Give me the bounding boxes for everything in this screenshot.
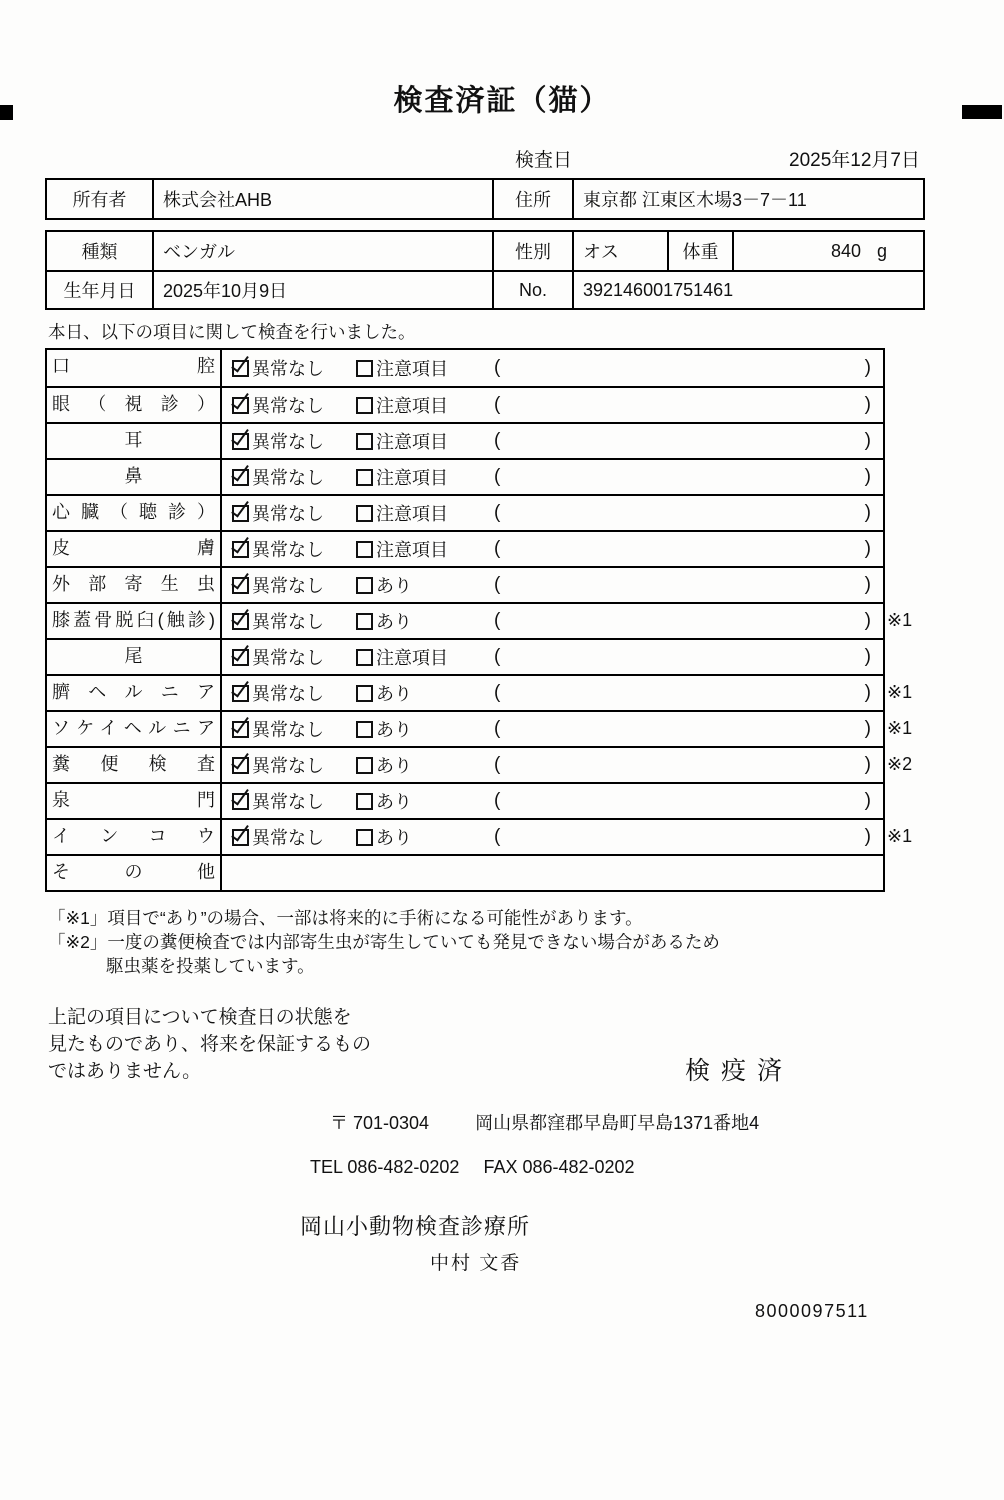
unchecked-checkbox-icon [356,397,373,414]
result-field [490,430,883,452]
checked-checkbox-icon [232,793,249,810]
unchecked-checkbox-icon [356,469,373,486]
no-label: No. [492,272,572,308]
ok-option [232,824,356,850]
ok-label: 異常なし [252,359,324,379]
quarantine-passed-stamp: 検疫済 [685,1057,794,1085]
checked-checkbox-icon [232,577,249,594]
alt-label: 注意項目 [376,468,448,488]
address-value: 東京都 江東区木場3－7－11 [572,180,923,218]
inspection-row-eyes [47,386,883,422]
breed-value: ベンガル [152,232,492,270]
alt-option [356,392,490,418]
inspection-item-label: 耳 [47,424,222,458]
alt-option [356,428,490,454]
alt-label: 注意項目 [376,396,448,416]
no-value: 392146001751461 [572,272,923,308]
disclaimer-line: 見たものであり、将来を保証するもの [48,1034,372,1055]
ok-option [232,464,356,490]
inspection-date-value: 2025年12月7日 [789,150,920,171]
weight-unit: g [876,240,887,261]
note-mark: ※1 [887,826,913,846]
ok-option [232,644,356,670]
unchecked-checkbox-icon [356,505,373,522]
ok-label: 異常なし [252,792,324,812]
inspection-item-label: その他 [47,856,222,890]
ok-label: 異常なし [252,540,324,560]
weight-label: 体重 [667,232,732,270]
checked-checkbox-icon [232,541,249,558]
inspection-row-patella [47,602,913,638]
paren-open: ( [494,394,501,415]
paren-close: ) [864,502,871,523]
note-mark: ※1 [887,682,913,702]
clinic-tel: TEL 086-482-0202 [310,1157,460,1177]
paren-open: ( [494,466,501,487]
inspection-row-fecal-exam [47,746,913,782]
ok-label: 異常なし [252,468,324,488]
alt-option [356,572,490,598]
ok-label: 異常なし [252,756,324,776]
alt-label: 注意項目 [376,504,448,524]
inspection-row-oral [47,350,883,386]
checked-checkbox-icon [232,505,249,522]
alt-label: あり [376,792,412,812]
alt-option [356,608,490,634]
inspection-item-label: 外部寄生虫 [47,568,222,602]
paren-open: ( [494,790,501,811]
paren-open: ( [494,718,501,739]
result-field [490,790,883,812]
alt-label: あり [376,720,412,740]
paren-close: ) [864,646,871,667]
inspection-item-label: 泉門 [47,784,222,818]
footnote-1: 「※1」項目で“あり”の場合、一部は将来的に手術になる可能性があります。 [48,908,643,928]
unchecked-checkbox-icon [356,721,373,738]
footnotes [48,906,1004,978]
disclaimer-line: 上記の項目について検査日の状態を [48,1007,352,1028]
alt-option [356,536,490,562]
result-field [490,754,883,776]
paren-open: ( [494,646,501,667]
sex-value: オス [572,232,667,270]
alt-option [356,644,490,670]
inspection-row-umbilical-hernia [47,674,913,710]
paren-open: ( [494,430,501,451]
ok-option [232,608,356,634]
alt-label: あり [376,828,412,848]
ok-label: 異常なし [252,432,324,452]
paren-open: ( [494,682,501,703]
unchecked-checkbox-icon [356,757,373,774]
paren-open: ( [494,574,501,595]
unchecked-checkbox-icon [356,360,373,377]
paren-open: ( [494,754,501,775]
clinic-address-line [330,1109,1004,1135]
alt-option [356,824,490,850]
weight-value: 840 [830,240,861,261]
paren-close: ) [864,394,871,415]
inspection-row-fontanelle [47,782,883,818]
unchecked-checkbox-icon [356,541,373,558]
disclaimer [48,1004,948,1085]
inspection-row-nose [47,458,883,494]
inspection-item-label: インコウ [47,820,222,854]
ok-option [232,788,356,814]
alt-label: 注意項目 [376,359,448,379]
paren-open: ( [494,538,501,559]
paren-close: ) [864,718,871,739]
clinic-fax: FAX 086-482-0202 [483,1157,635,1177]
address-label: 住所 [492,180,572,218]
inspection-row-other [47,854,883,890]
ok-option [232,752,356,778]
footnote-2-continued: 駆虫薬を投薬しています。 [106,956,315,976]
result-field [490,610,883,632]
disclaimer-line: ではありません。 [48,1061,202,1082]
unchecked-checkbox-icon [356,433,373,450]
ok-option [232,355,356,381]
ok-label: 異常なし [252,648,324,668]
alt-option [356,355,490,381]
inspection-row-ears [47,422,883,458]
ok-label: 異常なし [252,684,324,704]
inspection-row-cryptorchidism [47,818,913,854]
breed-label: 種類 [81,242,118,262]
note-mark: ※1 [887,610,913,630]
ok-option [232,680,356,706]
scan-registration-mark [0,105,13,120]
alt-option [356,500,490,526]
weight-value-cell [732,232,923,270]
paren-open: ( [494,610,501,631]
pet-table [45,230,925,310]
postal-code: 〒 701-0304 [330,1113,430,1133]
unchecked-checkbox-icon [356,793,373,810]
paren-close: ) [864,574,871,595]
ok-label: 異常なし [252,396,324,416]
footnote-2: 「※2」一度の糞便検査では内部寄生虫が寄生していても発見できない場合があるため [48,932,720,952]
page-title: 検査済証（猫） [393,85,611,117]
paren-open: ( [494,826,501,847]
checked-checkbox-icon [232,685,249,702]
unchecked-checkbox-icon [356,649,373,666]
checked-checkbox-icon [232,397,249,414]
paren-open: ( [494,502,501,523]
inspection-item-label: 心臓（聴診） [47,496,222,530]
result-field [490,826,883,848]
ok-label: 異常なし [252,720,324,740]
paren-close: ) [864,466,871,487]
alt-option [356,464,490,490]
note-mark: ※1 [887,718,913,738]
alt-option [356,680,490,706]
alt-label: あり [376,684,412,704]
inspection-intro: 本日、以下の項目に関して検査を行いました。 [48,322,416,342]
alt-label: あり [376,756,412,776]
inspection-row-external-parasites [47,566,883,602]
checked-checkbox-icon [232,829,249,846]
unchecked-checkbox-icon [356,577,373,594]
alt-label: あり [376,576,412,596]
inspection-row-skin [47,530,883,566]
inspection-row-heart [47,494,883,530]
clinic-address: 岡山県都窪郡早島町早島1371番地4 [475,1113,760,1133]
ok-label: 異常なし [252,504,324,524]
paren-close: ) [864,790,871,811]
result-field [490,502,883,524]
ok-option [232,392,356,418]
checked-checkbox-icon [232,433,249,450]
checked-checkbox-icon [232,613,249,630]
checked-checkbox-icon [232,721,249,738]
other-empty-cell [222,856,883,890]
inspection-item-label: 眼（視診） [47,388,222,422]
checked-checkbox-icon [232,649,249,666]
inspection-date-row [515,145,920,172]
alt-label: 注意項目 [376,432,448,452]
birth-value: 2025年10月9日 [152,272,492,308]
inspection-date-label: 検査日 [515,150,573,171]
clinic-contact-line [310,1157,1004,1178]
paren-close: ) [864,682,871,703]
result-field [490,574,883,596]
inspection-row-tail [47,638,883,674]
inspection-item-label: 糞便検査 [47,748,222,782]
ok-label: 異常なし [252,576,324,596]
ok-label: 異常なし [252,828,324,848]
serial-number: 8000097511 [755,1301,869,1321]
result-field [490,538,883,560]
clinic-name: 岡山小動物検査診療所 [300,1214,531,1239]
ok-option [232,500,356,526]
paren-close: ) [864,610,871,631]
alt-option [356,752,490,778]
inspection-table [45,348,913,892]
inspection-item-label: 尾 [47,640,222,674]
unchecked-checkbox-icon [356,685,373,702]
result-field [490,466,883,488]
birth-label: 生年月日 [63,281,136,301]
inspection-item-label: 皮膚 [47,532,222,566]
owner-label: 所有者 [72,190,127,210]
inspection-item-label: 鼻 [47,460,222,494]
inspection-item-label: 臍ヘルニア [47,676,222,710]
paren-open: ( [494,357,501,378]
result-field [490,682,883,704]
paren-close: ) [864,357,871,378]
scan-registration-mark [962,105,1002,119]
paren-close: ) [864,826,871,847]
ok-option [232,536,356,562]
veterinarian-name: 中村 文香 [430,1253,522,1274]
ok-option [232,428,356,454]
ok-option [232,572,356,598]
alt-option [356,788,490,814]
inspection-row-inguinal-hernia [47,710,913,746]
inspection-item-label: 口腔 [47,350,222,386]
alt-label: あり [376,612,412,632]
unchecked-checkbox-icon [356,829,373,846]
sex-label: 性別 [492,232,572,270]
owner-table [45,178,925,220]
ok-option [232,716,356,742]
alt-label: 注意項目 [376,540,448,560]
paren-close: ) [864,538,871,559]
checked-checkbox-icon [232,757,249,774]
inspection-item-label: 膝蓋骨脱臼(触診) [47,604,222,638]
checked-checkbox-icon [232,360,249,377]
alt-option [356,716,490,742]
result-field [490,394,883,416]
alt-label: 注意項目 [376,648,448,668]
note-mark: ※2 [887,754,913,774]
owner-value: 株式会社AHB [152,180,492,218]
ok-label: 異常なし [252,612,324,632]
result-field [490,718,883,740]
unchecked-checkbox-icon [356,613,373,630]
checked-checkbox-icon [232,469,249,486]
result-field [490,646,883,668]
paren-close: ) [864,430,871,451]
inspection-item-label: ソケイヘルニア [47,712,222,746]
paren-close: ) [864,754,871,775]
result-field [490,357,883,379]
